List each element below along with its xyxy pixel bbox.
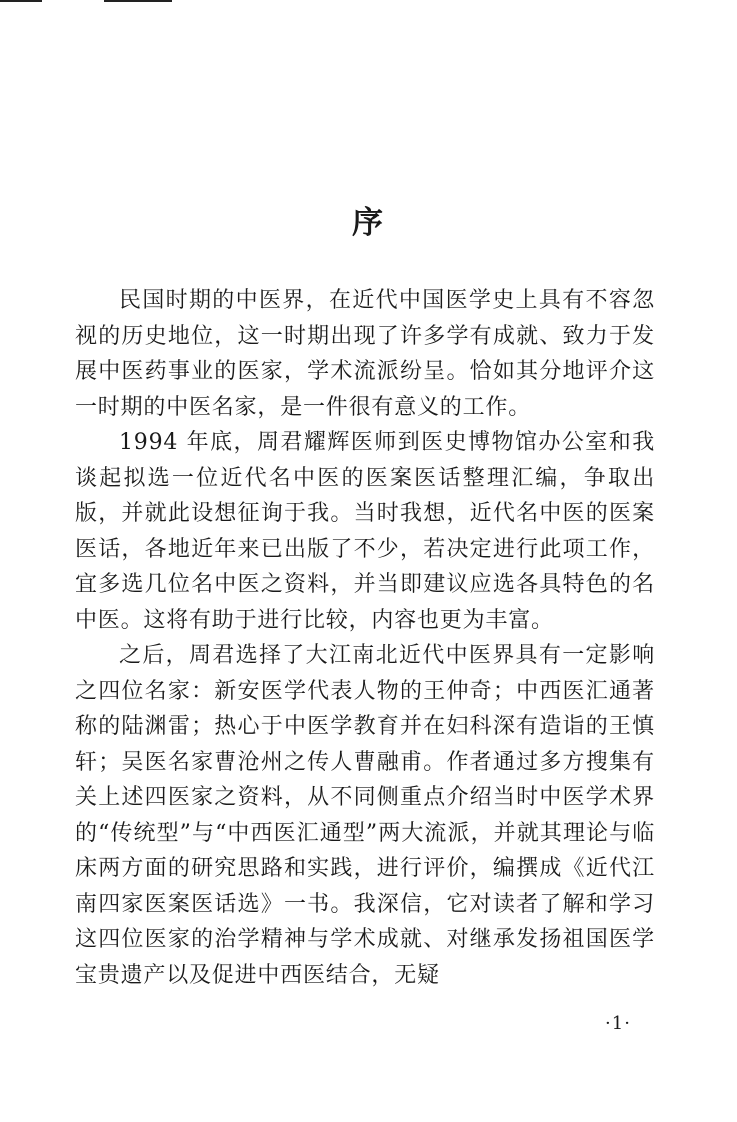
- page-title: 序: [352, 204, 385, 241]
- paragraph-1: 民国时期的中医界，在近代中国医学史上具有不容忽视的历史地位，这一时期出现了许多学有成就、致力于发展中医药事业的医家，学术流派纷呈。恰如其分地评介这一时期的中医名家，是一件很有意义的工作。: [75, 288, 655, 420]
- paragraph-3: 之后，周君选择了大江南北近代中医界具有一定影响之四位名家：新安医学代表人物的王仲奇；中西医汇通著称的陆渊雷；热心于中医学教育并在妇科深有造诣的王慎轩；吴医名家曹沧州之传人曹融甫。作者通过多方搜集有关上述四医家之资料，从不同侧重点介绍当时中医学术界的“传统型”与“中西医汇通型”两大流派，并就其理论与临床两方面的研究思路和实践，进行评价，编撰成《近代江南四家医案医话选》一书。我深信，它对读者了解和学习这四位医家的治学精神与学术成就、对继承发扬祖国医学宝贵遗产以及促进中西医结合，无疑: [75, 643, 655, 988]
- top-rule-right: [104, 0, 172, 2]
- page-number: ·1·: [605, 1013, 631, 1034]
- top-rule-left: [0, 0, 42, 2]
- body-text: [75, 283, 655, 993]
- paragraph-2: 1994 年底，周君耀辉医师到医史博物馆办公室和我谈起拟选一位近代名中医的医案医话整理汇编，争取出版，并就此设想征询于我。当时我想，近代名中医的医案医话，各地近年来已出版了不少，若决定进行此项工作，宜多选几位名中医之资料，并当即建议应选各具特色的名中医。这将有助于进行比较，内容也更为丰富。: [75, 430, 655, 633]
